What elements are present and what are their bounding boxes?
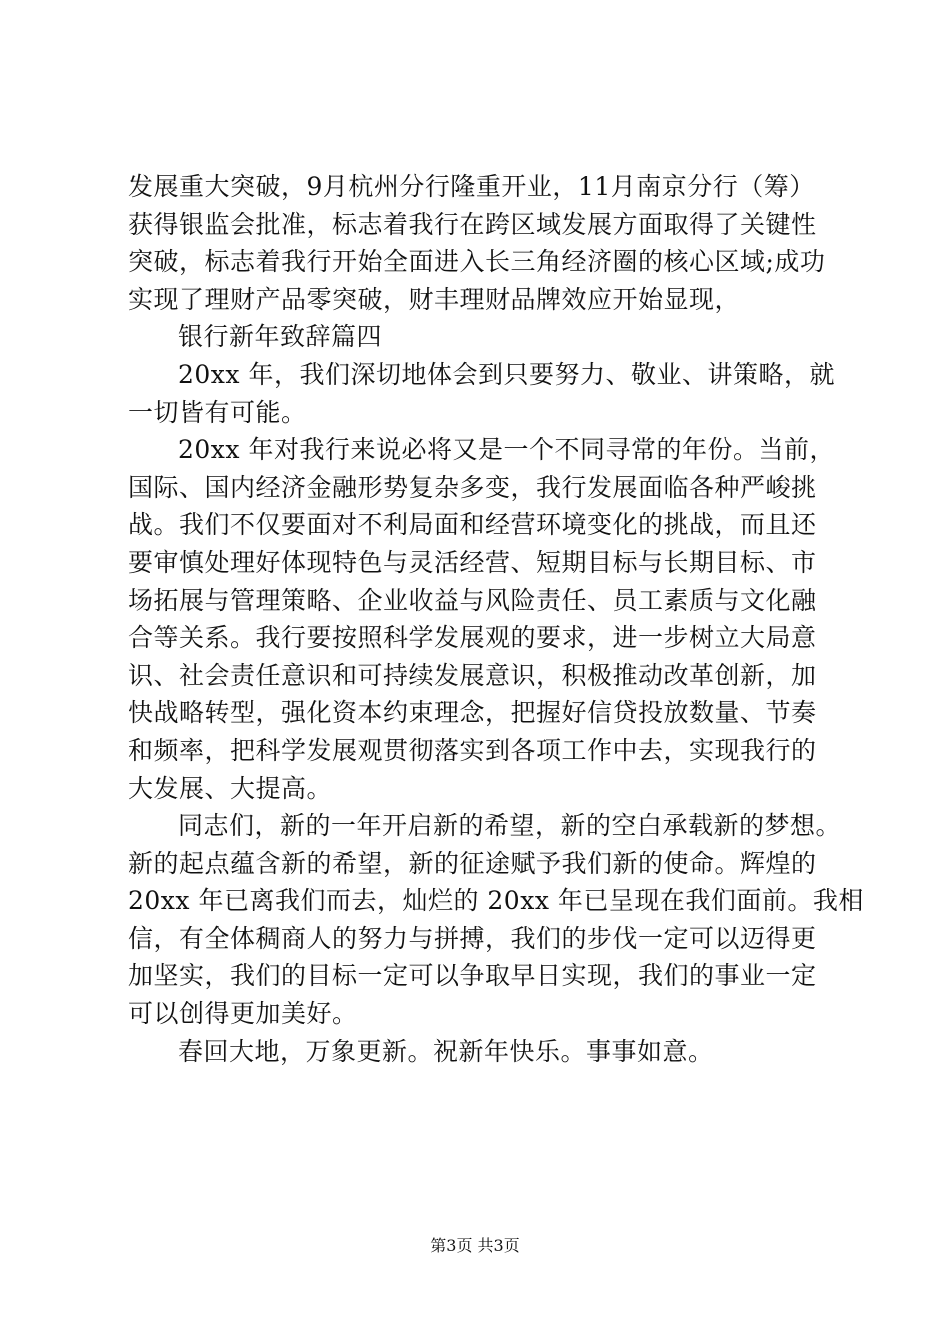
text-line: 20xx 年对我行来说必将又是一个不同寻常的年份。当前，	[178, 435, 835, 465]
text-line: 20xx 年已离我们而去，灿烂的 20xx 年已呈现在我们面前。我相	[128, 886, 864, 916]
text-line: 同志们，新的一年开启新的希望，新的空白承载新的梦想。	[178, 811, 842, 841]
text-line: 20xx 年，我们深切地体会到只要努力、敬业、讲策略，就	[178, 359, 835, 389]
document-body	[128, 168, 864, 1070]
text-line: 场拓展与管理策略、企业收益与风险责任、员工素质与文化融	[128, 585, 817, 615]
text-line: 春回大地，万象更新。祝新年快乐。事事如意。	[178, 1036, 714, 1066]
text-line: 合等关系。我行要按照科学发展观的要求，进一步树立大局意	[128, 623, 817, 653]
text-line: 加坚实，我们的目标一定可以争取早日实现，我们的事业一定	[128, 961, 817, 991]
text-line: 国际、国内经济金融形势复杂多变，我行发展面临各种严峻挑	[128, 472, 817, 502]
text-line: 实现了理财产品零突破，财丰理财品牌效应开始显现，	[128, 284, 741, 314]
text-line: 新的起点蕴含新的希望，新的征途赋予我们新的使命。辉煌的	[128, 848, 817, 878]
text-line: 要审慎处理好体现特色与灵活经营、短期目标与长期目标、市	[128, 547, 817, 577]
section-heading: 银行新年致辞篇四	[178, 322, 383, 352]
text-line: 可以创得更加美好。	[128, 999, 358, 1029]
text-line: 获得银监会批准，标志着我行在跨区域发展方面取得了关键性	[128, 209, 817, 239]
text-line: 发展重大突破，9月杭州分行隆重开业，11月南京分行（筹）	[128, 172, 815, 201]
page-footer: 第3页 共3页	[430, 1236, 520, 1255]
text-line: 大发展、大提高。	[128, 773, 333, 803]
text-line: 战。我们不仅要面对不利局面和经营环境变化的挑战，而且还	[128, 510, 817, 540]
text-line: 信，有全体稠商人的努力与拼搏，我们的步伐一定可以迈得更	[128, 923, 817, 953]
text-line: 快战略转型，强化资本约束理念，把握好信贷投放数量、节奏	[128, 698, 817, 728]
text-line: 一切皆有可能。	[128, 397, 307, 427]
text-line: 和频率，把科学发展观贯彻落实到各项工作中去，实现我行的	[128, 735, 817, 765]
text-line: 识、社会责任意识和可持续发展意识，积极推动改革创新，加	[128, 660, 817, 690]
text-line: 突破，标志着我行开始全面进入长三角经济圈的核心区域;成功	[128, 247, 826, 277]
